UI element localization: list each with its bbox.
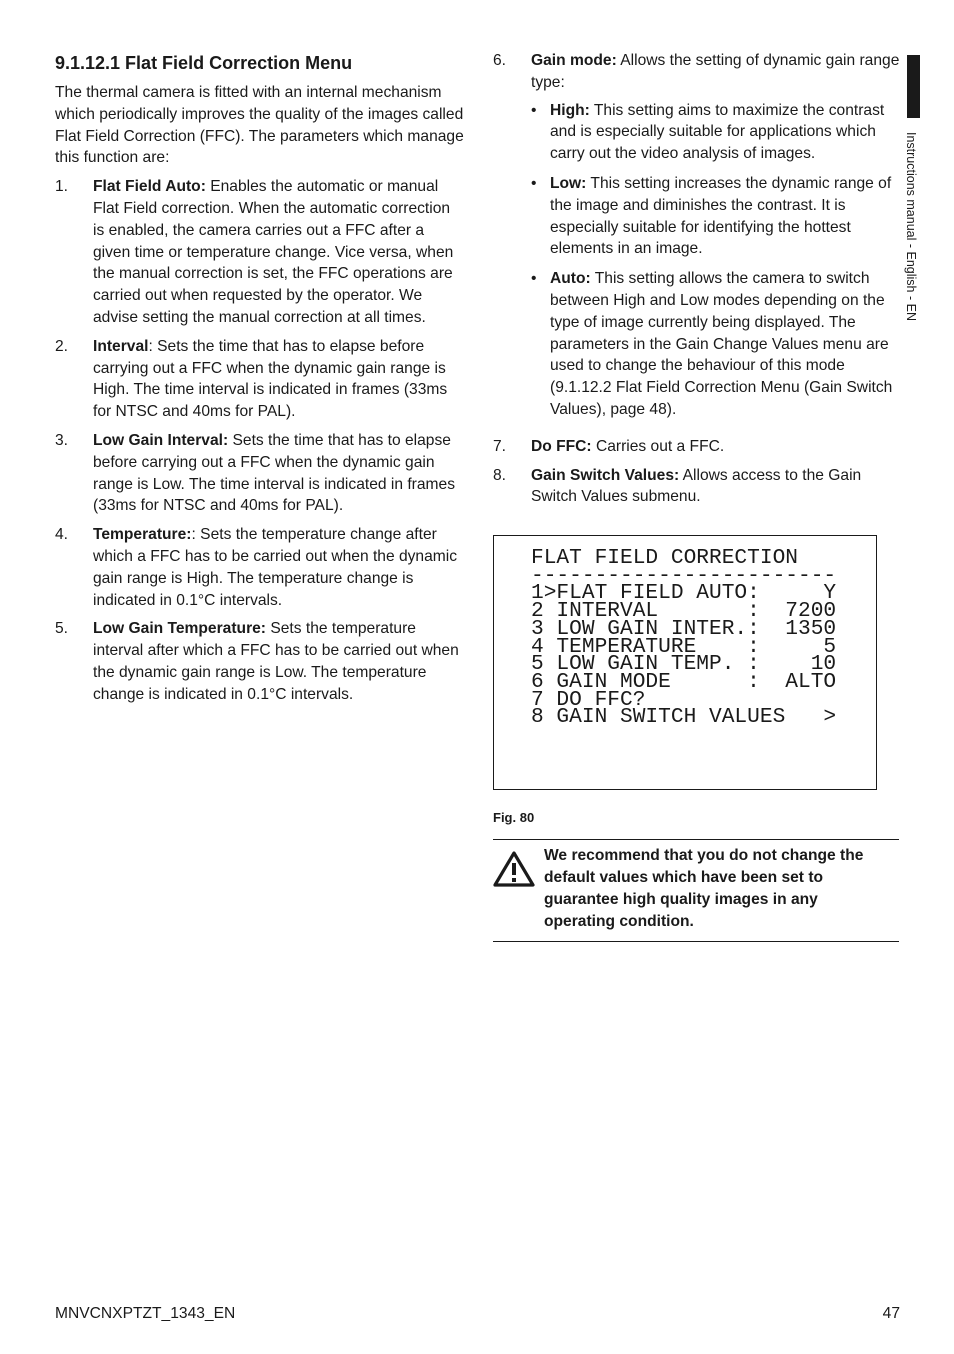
item-label: Temperature: (93, 526, 192, 544)
item-number: 5. (55, 620, 69, 638)
item-number: 3. (55, 431, 69, 449)
item-label: Flat Field Auto: (93, 178, 206, 196)
menu-line: 2 INTERVAL : 7200 (531, 599, 837, 624)
item-text: Enables the automatic or manual Flat Field correction. When the automatic correction is enabled, the camera carries out a FFC after a given time or temperature change. Vice versa, when the manual correction is set, the FFC operations are carried out when requested by the operator. We advise setting the manual correction at all times. (93, 178, 454, 326)
item-text: Sets the temperature interval after which a FFC has to be carried out when the dynamic gain range is Low. The temperature change is indicated in 0.1°C intervals. (93, 620, 459, 703)
bullet-low (531, 173, 901, 260)
warning-top-rule (493, 839, 899, 840)
bullet-text: This setting increases the dynamic range of the image and diminishes the contrast. It is especially suitable for identifying the hottest elements in an image. (550, 174, 892, 258)
bullet-text: This setting aims to maximize the contrast and is especially suitable for applications which carry out the video analysis of images. (550, 101, 885, 163)
item-number: 8. (493, 466, 507, 484)
item-label: Interval (93, 337, 149, 355)
bullet-label: High: (550, 101, 590, 119)
list-item-4 (55, 524, 465, 611)
item-number: 1. (55, 178, 69, 196)
section-title: 9.1.12.1 Flat Field Correction Menu (55, 53, 353, 73)
item-label: Do FFC: (531, 437, 592, 455)
bullet-mark: • (531, 101, 537, 119)
menu-line: 8 GAIN SWITCH VALUES > (531, 705, 837, 730)
item-text: Allows the setting of dynamic gain range type: (531, 52, 900, 91)
warning-bottom-rule (493, 941, 899, 942)
item-number: 2. (55, 337, 69, 355)
menu-line: 3 LOW GAIN INTER.: 1350 (531, 616, 837, 641)
intro-paragraph: The thermal camera is fitted with an internal mechanism which periodically improves the quality of the images called Flat Field Correction (FFC). The parameters which manage this function are: (55, 84, 464, 167)
menu-line: 1>FLAT FIELD AUTO: Y (531, 581, 837, 606)
list-item-6 (493, 50, 901, 429)
item-text: Sets the time that has to elapse before carrying out a FFC when the dynamic gain range is Low. The time interval is indicated in frames (33ms for NTSC and 40ms for PAL). (93, 431, 456, 515)
list-item-3 (55, 430, 465, 517)
left-column (55, 50, 465, 713)
footer-document-code: MNVCNXPTZT_1343_EN (55, 1305, 236, 1322)
item-text: : Sets the temperature change after which a FFC has to be carried out when the dynamic gain range is High. The temperature change is indicated in 0.1°C intervals. (93, 526, 458, 609)
side-tab-text: Instructions manual - English - EN (904, 132, 918, 321)
osd-menu-text (531, 546, 837, 730)
item-number: 4. (55, 526, 69, 544)
bullet-mark: • (531, 174, 537, 192)
menu-line: FLAT FIELD CORRECTION (531, 546, 799, 570)
osd-menu-figure (493, 535, 877, 790)
item-number: 7. (493, 437, 507, 455)
bullet-label: Auto: (550, 270, 591, 288)
menu-line: 5 LOW GAIN TEMP. : 10 (531, 652, 837, 677)
bullet-text: This setting allows the camera to switch between High and Low modes depending on the type of image currently being displayed. The parameters in the Gain Change Values menu are used to change the behaviour of this mode (9.1.12.2 Flat Field Correction Menu (Gain Switch Values), page 48). (550, 270, 893, 418)
bullet-label: Low: (550, 174, 587, 192)
list-item-1 (55, 176, 465, 329)
figure-caption: Fig. 80 (493, 810, 535, 825)
bullet-auto (531, 268, 901, 421)
item-number: 6. (493, 52, 507, 69)
warning-text: We recommend that you do not change the default values which have been set to guarantee high quality images in any operating condition. (544, 847, 864, 930)
item-text: : Sets the time that has to elapse before carrying out a FFC when the dynamic gain range is High. The time interval is indicated in frames (33ms for NTSC and 40ms for PAL). (93, 337, 448, 421)
bullet-high (531, 100, 901, 165)
item-label: Low Gain Temperature: (93, 620, 267, 638)
page-number: 47 (882, 1305, 900, 1322)
item-label: Gain mode: (531, 52, 617, 69)
menu-line: 4 TEMPERATURE : 5 (531, 634, 837, 659)
item-label: Low Gain Interval: (93, 431, 229, 449)
list-item-7 (493, 436, 901, 458)
warning-triangle-icon (492, 850, 536, 888)
list-item-2 (55, 336, 465, 423)
side-tab-marker (907, 55, 920, 118)
bullet-mark: • (531, 270, 537, 288)
right-column (493, 50, 901, 515)
menu-line: 7 DO FFC? (531, 687, 646, 712)
list-item-8 (493, 465, 901, 509)
menu-line: ------------------------ (531, 563, 837, 588)
menu-line: 6 GAIN MODE : ALTO (531, 669, 837, 694)
list-item-5 (55, 618, 465, 705)
item-text: Allows access to the Gain Switch Values submenu. (531, 466, 862, 506)
item-text: Carries out a FFC. (591, 437, 725, 455)
item-label: Gain Switch Values: (531, 466, 680, 484)
